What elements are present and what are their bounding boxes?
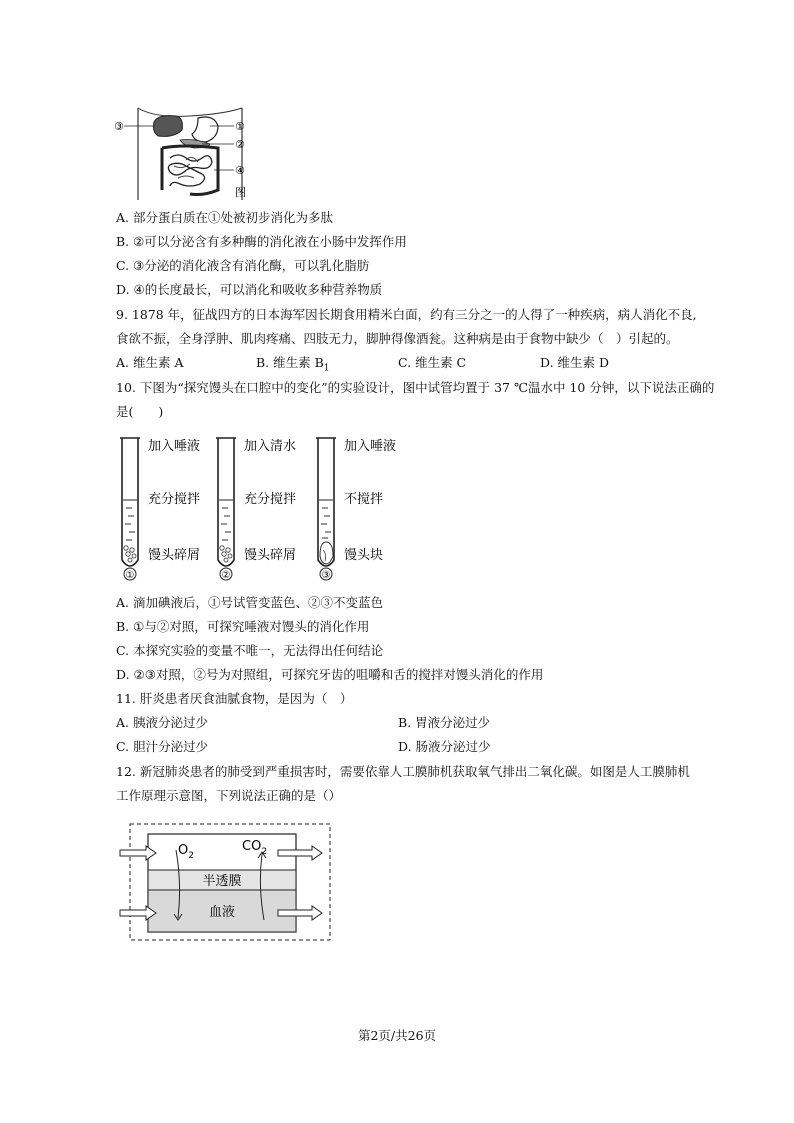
q10-stem-line-2: 是( ): [116, 404, 164, 419]
q12-stem-line-2: 工作原理示意图，下列说法正确的是（）: [116, 788, 342, 803]
tube-2-top-label: 加入清水: [244, 439, 297, 454]
o2-label: $O_2$: [178, 843, 194, 861]
tube-3-top-label: 加入唾液: [344, 439, 397, 454]
fig-label-2: ②: [235, 138, 245, 151]
co2-label: $CO_2$: [242, 839, 268, 857]
q10-option-d: D. ②③对照，②号为对照组，可探究牙齿的咀嚼和舌的搅拌对馒头消化的作用: [116, 667, 544, 682]
q10-stem-line-1: 10. 下图为“探究馒头在口腔中的变化”的实验设计，图中试管均置于 37 ℃温水中 10 分钟，以下说法正确的: [116, 380, 715, 395]
q11-option-a: A. 胰液分泌过少: [116, 715, 208, 730]
fig-label-4: ④: [235, 164, 245, 177]
q9-option-d: D. 维生素 D: [540, 355, 610, 370]
tube-1-bottom-label: 馒头碎屑: [148, 548, 201, 563]
tube-2-middle-label: 充分搅拌: [244, 492, 297, 507]
tube-1-number: ①: [125, 570, 135, 581]
q11-option-c: C. 胆汁分泌过少: [116, 739, 209, 754]
test-tube-1: [120, 438, 200, 581]
q9-stem-line-1: 9. 1878 年，征战四方的日本海军因长期食用精米白面，约有三分之一的人得了一种疾病，病人消化不良,: [116, 307, 697, 322]
tube-3-bottom-label: 馒头块: [344, 548, 384, 563]
q11-option-d: D. 肠液分泌过少: [398, 739, 491, 754]
test-tube-2: [216, 438, 296, 581]
tube-3-number: ③: [321, 570, 331, 581]
tube-1-middle-label: 充分搅拌: [148, 492, 201, 507]
tube-1-top-label: 加入唾液: [148, 439, 201, 454]
tube-2-bottom-label: 馒头碎屑: [244, 548, 297, 563]
fig-caption: 图: [235, 186, 246, 199]
q8-option-d: D. ④的长度最长，可以消化和吸收多种营养物质: [116, 282, 383, 297]
q11-option-b: B. 胃液分泌过少: [398, 715, 491, 730]
fig-label-1: ①: [235, 120, 245, 133]
test-tube-3: [316, 438, 396, 581]
q12-stem-line-1: 12. 新冠肺炎患者的肺受到严重损害时，需要依靠人工膜肺机获取氧气排出二氧化碳。如图是人工膜肺机: [116, 764, 690, 779]
q8-option-a: A. 部分蛋白质在①处被初步消化为多肽: [116, 210, 333, 225]
fig-label-3: ③: [114, 120, 124, 133]
q8-option-c: C. ③分泌的消化液含有消化酶，可以乳化脂肪: [116, 258, 370, 273]
tube-2-number: ②: [221, 570, 231, 581]
q9-stem-line-2: 食欲不振，全身浮肿、肌肉疼痛、四肢无力，脚肿得像酒瓮。这种病是由于食物中缺少（ ）引起的。: [116, 331, 679, 346]
q11-stem: 11. 肝炎患者厌食油腻食物，是因为（ ）: [116, 691, 353, 706]
q8-option-b: B. ②可以分泌含有多种酶的消化液在小肠中发挥作用: [116, 234, 407, 249]
q9-option-a: A. 维生素 A: [116, 355, 184, 370]
test-tube-figure: [112, 432, 412, 584]
digestive-system-figure: [114, 104, 262, 204]
tube-3-middle-label: 不搅拌: [344, 492, 384, 507]
q10-option-c: C. 本探究实验的变量不唯一，无法得出任何结论: [116, 643, 384, 658]
q9-option-c: C. 维生素 C: [398, 355, 467, 370]
page-footer: 第2页/共26页: [357, 1028, 437, 1043]
q10-option-a: A. 滴加碘液后，①号试管变蓝色、②③不变蓝色: [116, 595, 383, 610]
membrane-label: 半透膜: [202, 874, 242, 889]
q10-option-b: B. ①与②对照，可探究唾液对馒头的消化作用: [116, 619, 370, 634]
membrane-lung-figure: [116, 820, 338, 946]
q9-option-b: B. 维生素 $B_1$: [256, 355, 330, 374]
blood-label: 血液: [208, 905, 236, 920]
